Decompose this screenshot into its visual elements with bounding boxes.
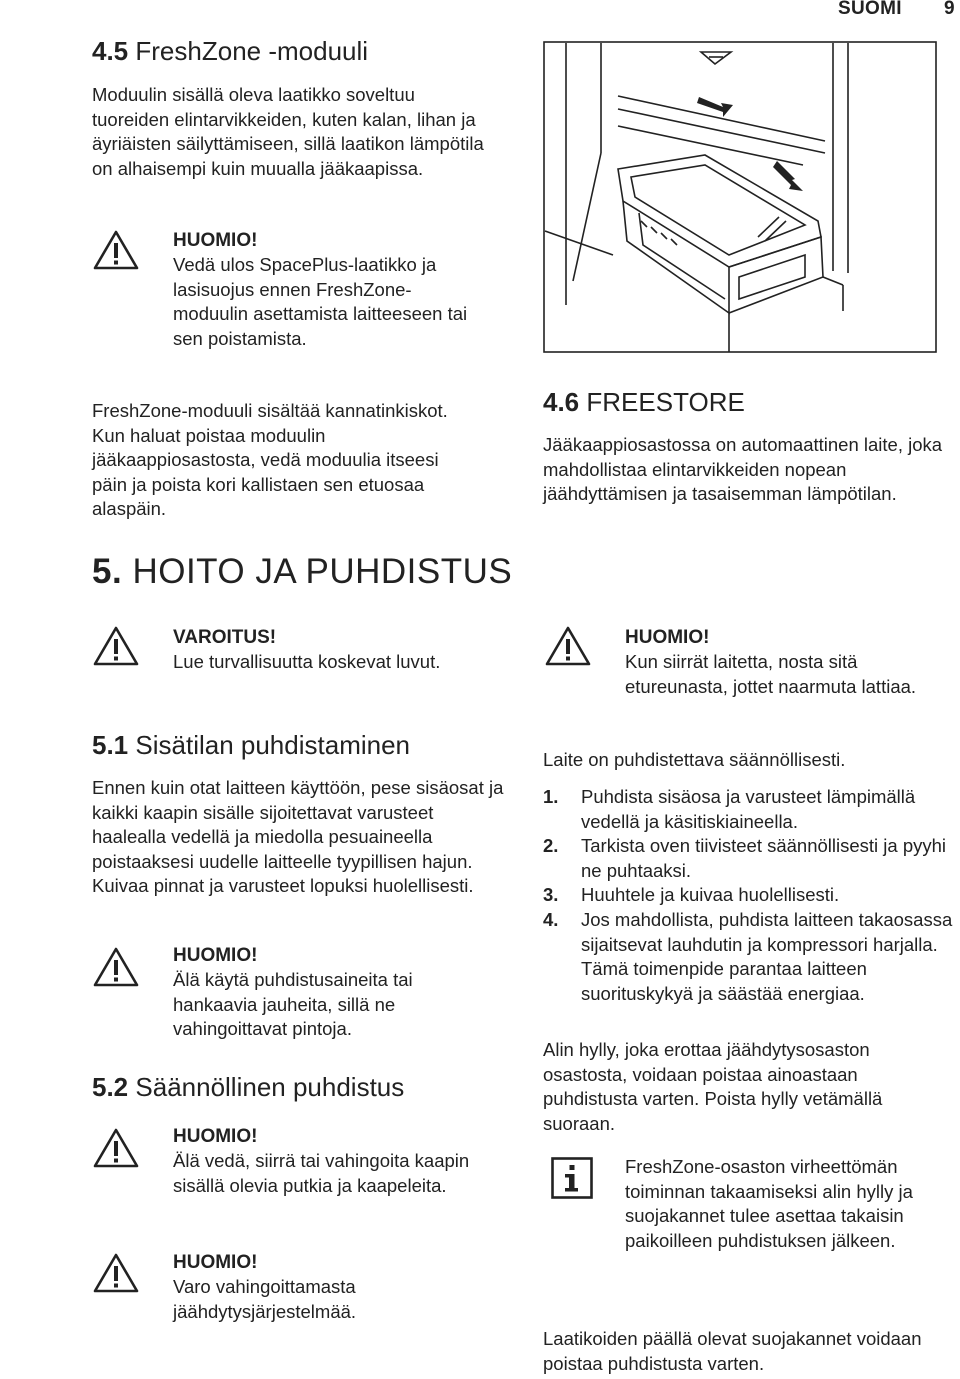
- step-text: Tarkista oven tiivisteet säännöllisesti ja pyyhi ne puhtaaksi.: [581, 835, 947, 881]
- step-number: 4.: [543, 908, 559, 930]
- info-text: FreshZone-osaston virheettömän toiminnan takaamiseksi alin hylly ja suojakannet tulee asettaa takaisin paikoilleen puhdistuksen jälkeen.: [625, 1156, 913, 1251]
- step-extra-text: Tämä toimenpide parantaa laitteen suorituskykyä ja säästää energiaa.: [581, 958, 867, 1004]
- step-text: Puhdista sisäosa ja varusteet lämpimällä vedellä ja käsitiskiaineella.: [581, 786, 916, 832]
- section-5-1-heading: [92, 730, 410, 760]
- notice-text: Vedä ulos SpacePlus-laatikko ja lasisuojus ennen FreshZone-moduulin asettamista laitteeseen tai sen poistamista.: [173, 254, 468, 349]
- warning-triangle-icon: [93, 946, 139, 988]
- list-item: [543, 785, 958, 834]
- section-5-2-heading: [92, 1072, 404, 1102]
- notice-text: Älä vedä, siirrä tai vahingoita kaapin sisällä olevia putkia ja kaapeleita.: [173, 1150, 470, 1196]
- warning-triangle-icon: [545, 625, 591, 667]
- chapter-title: HOITO JA PUHDISTUS: [132, 552, 513, 591]
- freestore-text: Jääkaappiosastossa on automaattinen laite, joka mahdollistaa elintarvikkeiden nopean jäähdyttämisen ja tasaisemman lämpötilan.: [543, 434, 943, 505]
- notice-title: HUOMIO!: [173, 230, 258, 251]
- section-number: 5.1: [92, 730, 129, 760]
- cooling-system-notice: [173, 1251, 473, 1324]
- warning-triangle-icon: [93, 625, 139, 667]
- pipes-notice: [173, 1125, 473, 1198]
- notice-text: Kun siirrät laitetta, nosta sitä etureunasta, jottet naarmuta lattiaa.: [625, 651, 917, 697]
- warning-triangle-icon: [93, 1252, 139, 1294]
- notice-title: HUOMIO!: [625, 627, 710, 648]
- list-item: [543, 834, 958, 883]
- notice-title: HUOMIO!: [173, 1252, 258, 1273]
- info-icon: [551, 1157, 593, 1199]
- section-number: 4.6: [543, 387, 580, 417]
- notice-title: HUOMIO!: [173, 945, 258, 966]
- safety-warning: [173, 626, 473, 675]
- chapter-number: 5.: [92, 552, 123, 591]
- warning-triangle-icon: [93, 229, 139, 271]
- regular-cleaning-intro: Laite on puhdistettava säännöllisesti.: [543, 749, 846, 770]
- notice-title: HUOMIO!: [173, 1126, 258, 1147]
- warning-triangle-icon: [93, 1127, 139, 1169]
- freshzone-notice: [173, 229, 473, 351]
- notice-text: Varo vahingoittamasta jäähdytysjärjestelmää.: [173, 1276, 357, 1322]
- page-number: 9: [944, 0, 955, 19]
- section-4-6-heading: [543, 387, 745, 417]
- freshzone-intro: Moduulin sisällä oleva laatikko soveltuu tuoreiden elintarvikkeiden, kuten kalan, lihan ja äyriäisten säilyttämiseen, sillä laatikon lämpötila on alhaisempi kuin muualla jääkaapissa.: [92, 84, 484, 179]
- chapter-5-heading: [92, 552, 512, 592]
- warning-text: Lue turvallisuutta koskevat luvut.: [173, 651, 441, 672]
- section-title: FREESTORE: [586, 387, 745, 417]
- section-title: Säännöllinen puhdistus: [135, 1072, 405, 1102]
- section-4-5-heading: [92, 36, 368, 66]
- shelf-removal-text: Alin hylly, joka erottaa jäähdytysosaston osastosta, voidaan poistaa ainoastaan puhdistusta varten. Poista hylly vetämällä suoraan.: [543, 1039, 883, 1134]
- step-number: 3.: [543, 884, 559, 906]
- step-number: 1.: [543, 786, 559, 807]
- interior-cleaning-text: Ennen kuin otat laitteen käyttöön, pese sisäosat ja kaikki kaapin sisälle sijoitettavat varusteet haalealla vedellä ja miedolla pesuaineella poistaaksesi uudelle laitteelle tyypillisen hajun. Kuivaa pinnat ja varusteet lopuksi huolellisesti.: [92, 777, 504, 897]
- step-text: Huuhtele ja kuivaa huolellisesti.: [581, 884, 840, 906]
- cleaning-steps-list: [543, 785, 958, 1006]
- freshzone-drawer-illustration: [543, 41, 937, 353]
- moving-notice: [625, 626, 925, 699]
- warning-title: VAROITUS!: [173, 627, 277, 648]
- freshzone-rails-text: FreshZone-moduuli sisältää kannatinkiskot. Kun haluat poistaa moduulin jääkaappiosastosta, vedä moduulia itseesi päin ja poista kori kallistaen sen etuosaa alaspäin.: [92, 400, 448, 520]
- section-title: FreshZone -moduuli: [135, 36, 369, 66]
- list-item: [543, 883, 958, 908]
- section-number: 5.2: [92, 1072, 129, 1102]
- list-item: [543, 908, 958, 1006]
- section-number: 4.5: [92, 36, 129, 66]
- step-number: 2.: [543, 835, 559, 857]
- header-language: SUOMI: [838, 0, 902, 19]
- covers-removal-text: Laatikoiden päällä olevat suojakannet voidaan poistaa puhdistusta varten.: [543, 1328, 922, 1374]
- step-text: Jos mahdollista, puhdista laitteen takaosassa sijaitsevat lauhdutin ja kompressori harjalla.: [581, 908, 953, 955]
- notice-text: Älä käytä puhdistusaineita tai hankaavia jauheita, sillä ne vahingoittavat pintoja.: [173, 969, 413, 1040]
- cleaning-agent-notice: [173, 944, 473, 1042]
- section-title: Sisätilan puhdistaminen: [135, 730, 411, 760]
